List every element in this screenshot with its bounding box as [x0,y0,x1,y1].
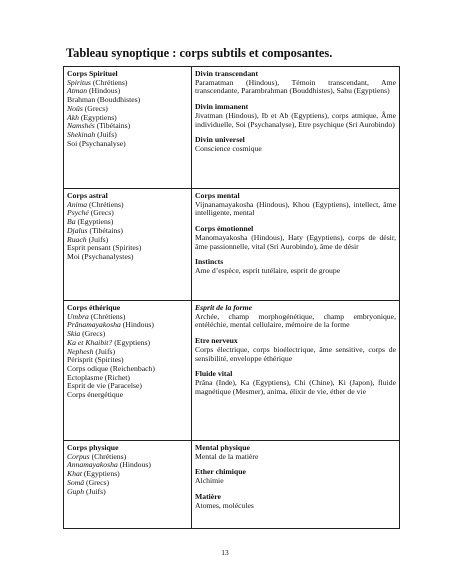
right-section [195,225,396,251]
section-heading: Corps émotionnel [195,224,254,234]
section-text: Archée, champ morphogénétique, champ embryonique, entéléchie, mental cellulaire, mémoire de la forme [195,311,396,330]
section-text: Alchimie [195,476,224,486]
line-text: Moi (Psychanalystes) [67,251,134,261]
left-lines [67,453,188,497]
line-term: Somâ [67,477,85,487]
body-heading: Corps physique [67,443,119,452]
line-text: (Tibétains) [94,121,131,131]
line-text: (Egyptiens) [112,337,151,347]
body-heading: Corps astral [67,191,108,200]
section-heading: Matière [195,491,221,501]
line-term: Prânamayakosha [67,320,121,330]
section-text: Vijnanamayakosha (Hindous), Khou (Egyptiens), intellect, âme intelligente, mental [195,199,396,218]
section-heading: Esprit de la forme [195,303,253,312]
right-section [195,493,396,510]
line-text: (Grecs) [88,208,114,218]
left-cell [64,301,192,441]
section-heading: Fluide vital [195,369,233,379]
line-term: Anima [67,199,88,209]
line-term: Corpus [67,451,90,461]
section-heading: Divin immanent [195,102,249,112]
section-text: Paramatman (Hindous), Témoin transcendant, Ame transcendante, Parambrahman (Bouddhistes), Sahu (Egyptiens) [195,77,396,96]
line-text: (Hindous) [117,460,151,470]
page-number: 13 [221,548,229,557]
line-term: Ka et Khaibit? [67,337,113,347]
line-term: Nephesh [67,346,94,356]
section-heading: Etre nerveux [195,336,238,346]
right-section [195,103,396,129]
line-text: Ectoplasme (Richet) [67,372,130,382]
line-term: Djalus [67,225,88,235]
section-text: Prâna (Inde), Ka (Egyptiens), Chi (Chine), Ki (Japon), fluide magnétique (Mesmer), anima, élixir de vie, éther de vie [195,377,396,396]
line-text: (Grecs) [84,477,110,487]
line-term: Shekinah [67,129,96,139]
line-term: Khat [67,469,82,479]
line-term: Umbra [67,311,89,321]
section-text: Atomes, molécules [195,500,254,510]
synoptic-table [63,66,400,529]
line-text: (Juifs) [84,486,106,496]
line-text: (Chrétiens) [89,451,127,461]
line-term: Ba [67,217,76,227]
line-term: Namshés [67,121,95,131]
right-cell [192,67,400,189]
section-text: Jivatman (Hindous), Ib et Ab (Egyptiens), corps atmique, Âme individuelle, Soi (Psychanalyse), Etre psychique (Sri Aurobindo) [195,110,396,129]
line-text: (Egyptiens) [75,217,114,227]
table-row [64,441,400,529]
right-cell [192,189,400,301]
section-heading: Instincts [195,257,224,267]
section-text: Ame d’espèce, esprit tutélaire, esprit de groupe [195,265,341,275]
line-text: (Hindous) [120,320,154,330]
right-section [195,192,396,218]
right-section [195,468,396,485]
body-heading: Corps Spirituel [67,69,118,78]
section-text: Corps électrique, corps bioélectrique, âme sensitive, corps de sensibilité, enveloppe éthérique [195,344,396,363]
section-heading: Divin transcendant [195,69,259,78]
line-text: (Juifs) [95,129,117,139]
line-text: (Egyptiens) [81,469,120,479]
synoptic-table-body [64,67,400,529]
right-section [195,136,396,153]
left-line [67,140,188,149]
table-row [64,189,400,301]
line-text: (Grecs) [82,103,108,113]
page-title: Tableau synoptique : corps subtils et composantes. [66,46,333,60]
line-text: (Chrétiens) [87,199,124,209]
right-section [195,258,396,275]
line-text: (Juifs) [93,346,116,356]
body-heading: Corps éthérique [67,303,121,312]
line-text: Corps énergétique [67,390,124,400]
line-text: Esprit de vie (Paracelse) [67,381,142,391]
line-term: Skia [67,329,81,339]
right-section [195,444,396,461]
left-line [67,391,188,400]
line-text: Périsprit (Spirites) [67,355,124,365]
line-text: (Chrétiens) [88,311,126,321]
line-term: Ruach [67,234,87,244]
line-term: Noûs [67,103,83,113]
right-section [195,337,396,363]
line-text: (Tibétains) [87,225,123,235]
line-text: (Grecs) [80,329,106,339]
line-term: Psyché [67,208,89,218]
section-text: Mental de la matière [195,451,259,461]
section-heading: Corps mental [195,191,240,200]
line-term: Spiritus [67,77,91,87]
left-cell [64,441,192,529]
left-cell [64,67,192,189]
table-row [64,67,400,189]
right-section [195,70,396,96]
line-text: (Egyptiens) [78,112,117,122]
line-text: Soi (Psychanalyse) [67,138,126,148]
line-term: Akh [67,112,79,122]
left-lines [67,313,188,400]
left-line [67,253,188,262]
line-text: (Hindous) [87,86,121,96]
line-text: Esprit pensant (Spirites) [67,243,142,253]
section-text: Manomayakosha (Hindous), Haty (Egyptiens), corps de désir, âme passionnelle, vital (Sri Aurobindo), âme de désir [195,232,396,251]
table-row [64,301,400,441]
line-term: Atman [67,86,88,96]
left-lines [67,201,188,262]
section-text: Conscience cosmique [195,143,262,153]
section-heading: Ether chimique [195,467,246,477]
line-text: Corps odique (Reichenbach) [67,363,155,373]
line-text: (Juifs) [86,234,109,244]
line-text: (Chrétiens) [90,77,128,87]
left-cell [64,189,192,301]
section-heading: Divin universel [195,135,245,145]
section-heading: Mental physique [195,443,250,452]
left-line [67,488,188,497]
right-cell [192,301,400,441]
line-term: Annamayakosha [67,460,118,470]
left-lines [67,79,188,149]
line-term: Guph [67,486,85,496]
line-text: Brahman (Bouddhistes) [67,95,141,105]
right-cell [192,441,400,529]
right-section [195,304,396,330]
right-section [195,370,396,396]
